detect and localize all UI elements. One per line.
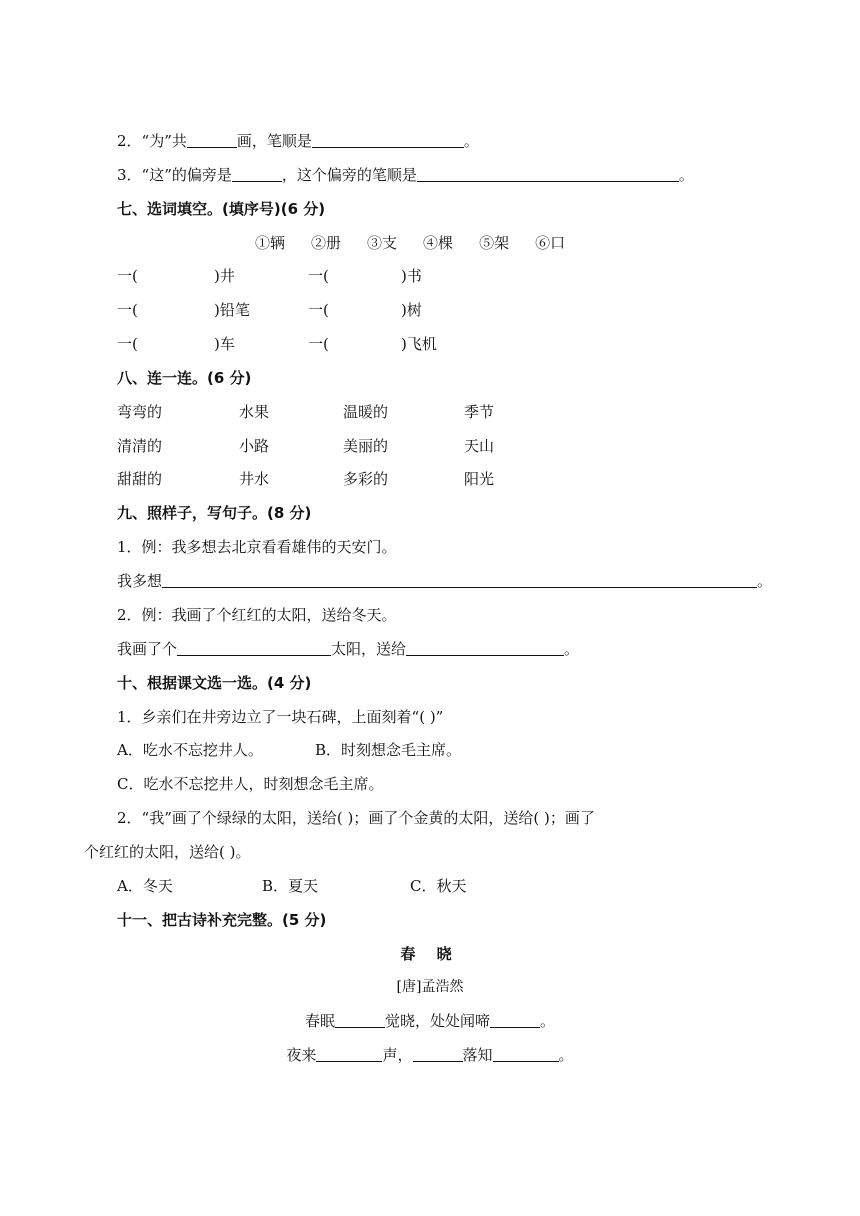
worksheet-page: 2．“为”共 画，笔顺是 。 3．“这”的偏旁是 ，这个偏旁的笔顺是 。 七、选词填空。(填序号)(6 分) ①辆 ②册 ③支 ④棵 ⑤架 ⑥口 一( )井 一( )书 一( )铅笔 一( )树 一( )车 一( )飞机 八、连一连。(6 分) 弯弯的 水果 温暖的 季节 清清的 小路 美丽的 天山 甜甜的 井水 多彩的 阳光 九、照样子，写句子。(8 分) 1．例：我多想去北京看看雄伟的天安门。 我多想 。 2．例：我画了个红红的太阳，送给冬天。 我画了个 太阳，送给 。 十、根据课文选一选。(4 分) 1．乡亲们在井旁边立了一块石碑，上面刻着“( )” A．吃水不忘挖井人。 B．时刻想念毛主席。 C．吃水不忘挖井人，时刻想念毛主席。 2．“我”画了个绿绿的太阳，送给( )；画了个金黄的太阳，送给( )；画了 个红红的太阳，送给( )。 A．冬天 B．夏天 C．秋天 十一、把古诗补充完整。(5 分) 春 晓 [唐]孟浩然 春眠 觉晓，处处闻啼 。 夜来 声， 落知 。: [0, 0, 860, 1216]
option: ⑤架: [479, 234, 510, 252]
option: ③支: [367, 234, 398, 252]
choice-question-2: 2．“我”画了个绿绿的太阳，送给( )；画了个金黄的太阳，送给( )；画了: [117, 809, 595, 827]
option: ④棵: [423, 234, 454, 252]
answer-blank[interactable]: [162, 572, 757, 588]
answer-blank[interactable]: [232, 166, 282, 182]
choice-option-b: B．时刻想念毛主席。: [315, 741, 462, 759]
answer-blank[interactable]: [187, 132, 237, 148]
section-11-heading: 十一、把古诗补充完整。(5 分): [117, 911, 327, 929]
option: ①辆: [255, 234, 286, 252]
choice-option-a: A．吃水不忘挖井人。: [117, 741, 263, 759]
answer-blank[interactable]: [177, 640, 331, 656]
example-sentence-1: 1．例：我多想去北京看看雄伟的天安门。: [117, 538, 397, 556]
example-sentence-2: 2．例：我画了个红红的太阳，送给冬天。: [117, 606, 397, 624]
section-7-heading: 七、选词填空。(填序号)(6 分): [117, 200, 326, 218]
answer-blank[interactable]: [493, 1046, 559, 1062]
option: ⑥口: [535, 234, 566, 252]
word-options: [255, 233, 591, 253]
section-9-heading: 九、照样子，写句子。(8 分): [117, 504, 312, 522]
section-10-heading: 十、根据课文选一选。(4 分): [117, 674, 312, 692]
answer-blank[interactable]: [413, 1046, 463, 1062]
stroke-question-3: 3．“这”的偏旁是 ，这个偏旁的笔顺是 。: [117, 166, 694, 184]
answer-line-2: 我画了个 太阳，送给 。: [117, 640, 580, 658]
answer-blank[interactable]: [316, 1046, 382, 1062]
option: ②册: [311, 234, 342, 252]
stroke-question-2: 2．“为”共 画，笔顺是 。: [117, 132, 479, 150]
choice-question-2-cont: 个红红的太阳，送给( )。: [84, 843, 251, 861]
answer-blank[interactable]: [312, 132, 464, 148]
answer-blank[interactable]: [335, 1012, 385, 1028]
choice-option-c: C．秋天: [410, 877, 467, 895]
answer-blank[interactable]: [406, 640, 564, 656]
choice-question-1: 1．乡亲们在井旁边立了一块石碑，上面刻着“( )”: [117, 708, 444, 726]
choice-option-a: A．冬天: [117, 877, 173, 895]
poem-line-1: 春眠 觉晓，处处闻啼 。: [304, 1012, 556, 1030]
answer-line-1: 我多想 。: [117, 572, 773, 590]
poem-line-2: 夜来 声， 落知 。: [286, 1046, 574, 1064]
poem-title: 春 晓: [400, 945, 460, 963]
answer-blank[interactable]: [490, 1012, 540, 1028]
choice-option-c: C．吃水不忘挖井人，时刻想念毛主席。: [117, 775, 384, 793]
answer-blank[interactable]: [417, 166, 679, 182]
section-8-heading: 八、连一连。(6 分): [117, 369, 252, 387]
choice-option-b: B．夏天: [262, 877, 319, 895]
poem-author: [唐]孟浩然: [396, 979, 464, 995]
